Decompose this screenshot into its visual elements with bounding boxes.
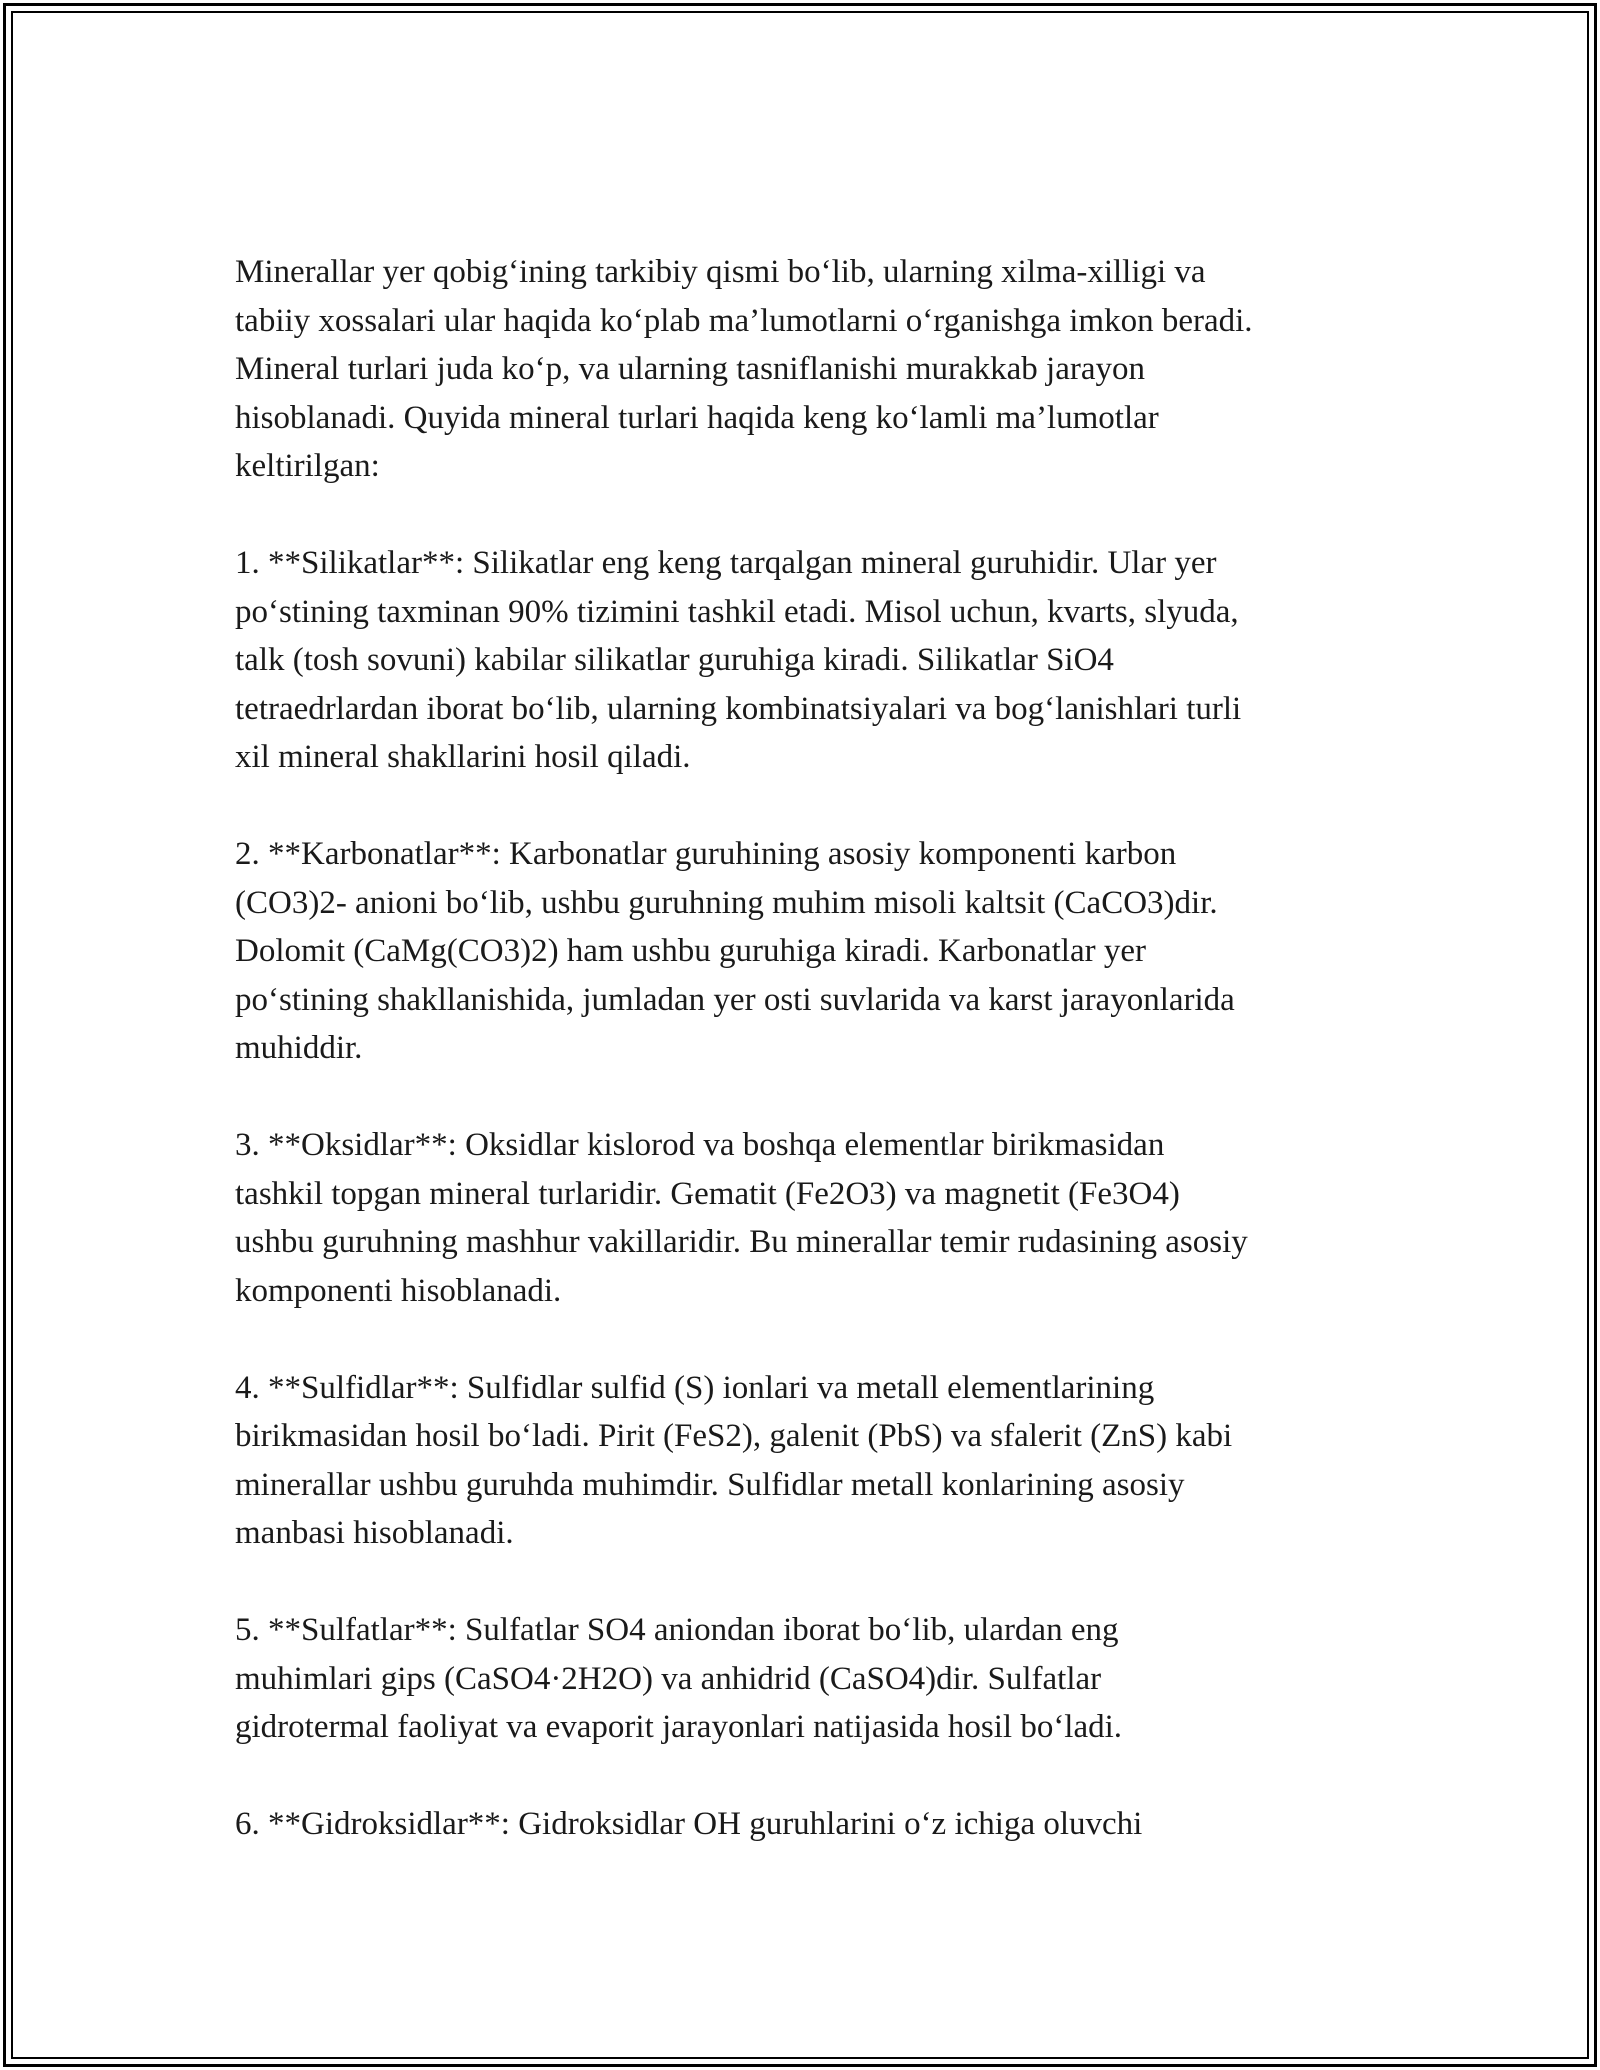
paragraph-sulfatlar <box>235 1606 1385 1752</box>
text-line: birikmasidan hosil bo‘ladi. Pirit (FeS2), galenit (PbS) va sfalerit (ZnS) kabi <box>235 1418 1233 1454</box>
paragraph-karbonatlar <box>235 830 1385 1073</box>
text-line: muhiddir. <box>235 1030 363 1066</box>
text-line: hisoblanadi. Quyida mineral turlari haqida keng ko‘lamli ma’lumotlar <box>235 399 1159 436</box>
text-line: ushbu guruhning mashhur vakillaridir. Bu minerallar temir rudasining asosiy <box>235 1224 1248 1260</box>
text-line: Minerallar yer qobig‘ining tarkibiy qismi bo‘lib, ularning xilma-xilligi va <box>235 254 1206 290</box>
text-line: tabiiy xossalari ular haqida ko‘plab ma’lumotlarni o‘rganishga imkon beradi. <box>235 302 1253 339</box>
paragraph-oksidlar <box>235 1121 1385 1315</box>
text-line: xil mineral shakllarini hosil qiladi. <box>235 739 691 775</box>
text-line: 3. **Oksidlar**: Oksidlar kislorod va boshqa elementlar birikmasidan <box>235 1127 1165 1163</box>
document-body <box>235 248 1385 1849</box>
text-line: tetraedrlardan iborat bo‘lib, ularning kombinatsiyalari va bog‘lanishlari turli <box>235 690 1242 727</box>
text-line: 5. **Sulfatlar**: Sulfatlar SO4 aniondan iborat bo‘lib, ulardan eng <box>235 1612 1119 1648</box>
text-line: muhimlari gips (CaSO4·2H2O) va anhidrid (CaSO4)dir. Sulfatlar <box>235 1660 1102 1697</box>
paragraph-gidroksidlar <box>235 1800 1385 1849</box>
text-line: gidrotermal faoliyat va evaporit jarayonlari natijasida hosil bo‘ladi. <box>235 1709 1123 1745</box>
text-line: 2. **Karbonatlar**: Karbonatlar guruhining asosiy komponenti karbon <box>235 836 1177 872</box>
text-line: (CO3)2- anioni bo‘lib, ushbu guruhning muhim misoli kaltsit (CaCO3)dir. <box>235 884 1218 921</box>
paragraph-intro <box>235 248 1385 491</box>
text-line: minerallar ushbu guruhda muhimdir. Sulfidlar metall konlarining asosiy <box>235 1466 1185 1503</box>
text-line: po‘stining taxminan 90% tizimini tashkil etadi. Misol uchun, kvarts, slyuda, <box>235 593 1239 630</box>
text-line: manbasi hisoblanadi. <box>235 1515 514 1551</box>
text-line: talk (tosh sovuni) kabilar silikatlar guruhiga kiradi. Silikatlar SiO4 <box>235 642 1114 678</box>
text-line: po‘stining shakllanishida, jumladan yer osti suvlarida va karst jarayonlarida <box>235 981 1235 1018</box>
paragraph-silikatlar <box>235 539 1385 782</box>
text-line: keltirilgan: <box>235 448 380 484</box>
text-line: 1. **Silikatlar**: Silikatlar eng keng tarqalgan mineral guruhidir. Ular yer <box>235 545 1217 581</box>
text-line: 6. **Gidroksidlar**: Gidroksidlar OH guruhlarini o‘z ichiga oluvchi <box>235 1806 1143 1842</box>
text-line: Mineral turlari juda ko‘p, va ularning tasniflanishi murakkab jarayon <box>235 351 1145 387</box>
text-line: tashkil topgan mineral turlaridir. Gematit (Fe2O3) va magnetit (Fe3O4) <box>235 1175 1180 1212</box>
paragraph-sulfidlar <box>235 1364 1385 1558</box>
text-line: 4. **Sulfidlar**: Sulfidlar sulfid (S) ionlari va metall elementlarining <box>235 1369 1155 1406</box>
text-line: komponenti hisoblanadi. <box>235 1272 562 1309</box>
text-line: Dolomit (CaMg(CO3)2) ham ushbu guruhiga kiradi. Karbonatlar yer <box>235 933 1146 969</box>
